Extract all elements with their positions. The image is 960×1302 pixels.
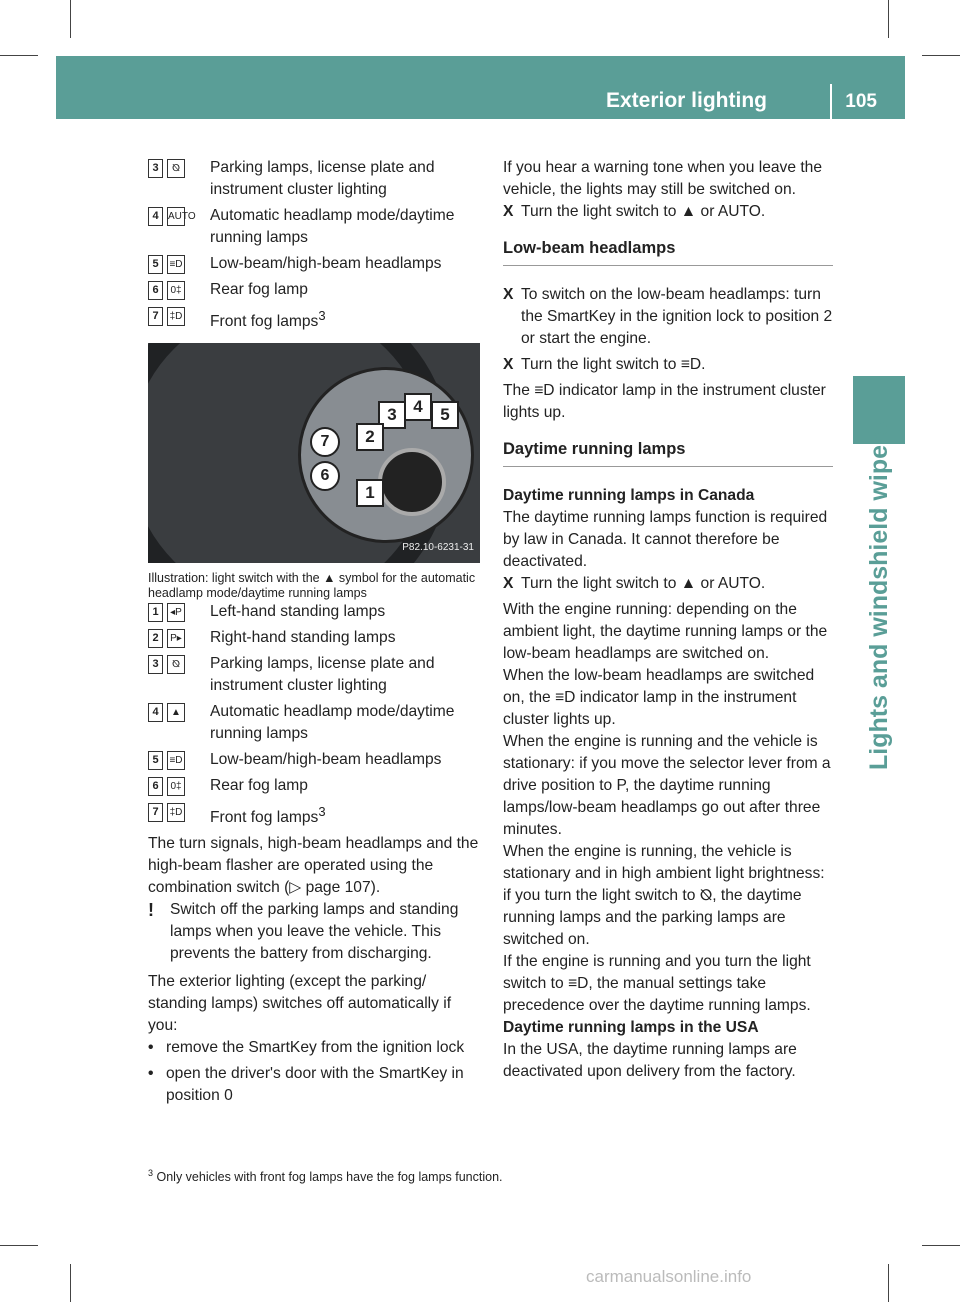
subheading: Daytime running lamps in the USA <box>503 1019 759 1036</box>
crop-mark <box>70 0 71 38</box>
a-icon: ▲ <box>167 703 185 722</box>
legend-text: Parking lamps, license plate and instrument cluster lighting <box>210 655 435 695</box>
paragraph: With the engine running: depending on the ambient light, the daytime running lamps or the low-beam headlamps are switched on. <box>503 601 828 662</box>
chapter-title: Lights and windshield wipers <box>865 421 893 770</box>
warning-icon: ! <box>148 900 154 921</box>
parking-lamps-icon: ⦰ <box>167 159 185 178</box>
callout-number: 5 <box>148 751 163 770</box>
footnote-ref: 3 <box>318 804 326 820</box>
legend-item <box>148 205 480 249</box>
subheading: Daytime running lamps in Canada <box>503 487 755 504</box>
legend-item <box>148 775 480 797</box>
right-column <box>503 157 833 1083</box>
list-item: • open the driver's door with the SmartKey in position 0 <box>148 1063 480 1107</box>
auto-icon: AUTO <box>167 207 185 226</box>
legend-text: Left-hand standing lamps <box>210 603 386 621</box>
paragraph: When the engine is running and the vehicle is stationary: if you move the selector lever from a drive position to P, the daytime running lamps/low-beam headlamps go out after three minutes. <box>503 733 831 838</box>
list-item: • remove the SmartKey from the ignition lock <box>148 1037 480 1059</box>
instruction-item: X To switch on the low-beam headlamps: turn the SmartKey in the ignition lock to position 2 or start the engine. <box>503 284 833 350</box>
legend-item <box>148 253 480 275</box>
legend-item <box>148 701 480 745</box>
legend-text: Front fog lamps$^3$ <box>210 308 326 331</box>
section-heading: Low-beam headlamps <box>503 237 833 266</box>
legend-list-bottom <box>148 601 480 829</box>
paragraph: If you hear a warning tone when you leave the vehicle, the lights may still be switched on. <box>503 159 823 198</box>
crop-mark <box>922 1245 960 1246</box>
crop-mark <box>922 55 960 56</box>
legend-text: Automatic headlamp mode/daytime running lamps <box>210 703 455 743</box>
instruction-arrow-icon: X <box>503 575 514 592</box>
light-switch-illustration <box>148 343 480 563</box>
legend-item <box>148 749 480 771</box>
light-switch-knob <box>378 448 446 516</box>
legend-text: Right-hand standing lamps <box>210 629 396 647</box>
rear-fog-icon: 0‡ <box>167 281 185 300</box>
bullet-icon: • <box>148 1039 154 1057</box>
section-heading: Daytime running lamps <box>503 438 833 467</box>
right-standing-icon: P▸ <box>167 629 185 648</box>
instruction-arrow-icon: X <box>503 286 514 303</box>
low-beam-icon: ≡D <box>167 255 185 274</box>
legend-item <box>148 305 480 333</box>
callout-number: 3 <box>148 655 163 674</box>
paragraph: When the engine is running, the vehicle is stationary and in high ambient light brightness: if you turn the light switch to ⦰, the daytime running lamps and the parking lamps are switched on. <box>503 843 825 948</box>
crop-mark <box>888 0 889 38</box>
legend-item <box>148 601 480 623</box>
page-title: Exterior lighting <box>605 89 767 112</box>
callout-4: 4 <box>404 393 432 421</box>
instruction-item: X Turn the light switch to ▲ or AUTO. <box>503 201 833 223</box>
legend-list-top <box>148 157 480 333</box>
header-divider <box>830 84 832 119</box>
legend-item <box>148 157 480 201</box>
callout-7: 7 <box>310 427 340 457</box>
callout-6: 6 <box>310 461 340 491</box>
crop-mark <box>0 1245 38 1246</box>
watermark: carmanualsonline.info <box>586 1267 752 1286</box>
legend-text: Automatic headlamp mode/daytime running lamps <box>210 207 455 246</box>
callout-number: 3 <box>148 159 163 178</box>
callout-number: 1 <box>148 603 163 622</box>
low-beam-icon: ≡D <box>167 751 185 770</box>
left-column <box>148 157 480 1111</box>
instruction-item: X Turn the light switch to ▲ or AUTO. <box>503 573 833 595</box>
callout-5: 5 <box>431 401 459 429</box>
page-number: 105 <box>845 91 877 112</box>
illustration-code: P82.10-6231-31 <box>402 542 474 554</box>
paragraph: The exterior lighting (except the parking/ standing lamps) switches off automatically if you: <box>148 973 452 1035</box>
paragraph: The daytime running lamps function is required by law in Canada. It cannot therefore be deactivated. <box>503 509 828 570</box>
legend-text: Rear fog lamp <box>210 777 308 795</box>
footnote <box>148 1168 503 1184</box>
callout-1: 1 <box>356 479 384 507</box>
crop-mark <box>888 1264 889 1302</box>
parking-lamps-icon: ⦰ <box>167 655 185 674</box>
warning-note <box>148 899 480 965</box>
crop-mark <box>70 1264 71 1302</box>
callout-number: 7 <box>148 803 163 822</box>
footnote-number: 3 <box>148 1168 154 1178</box>
paragraph: If the engine is running and you turn the light switch to ≡D, the manual settings take precedence over the daytime running lamps. <box>503 953 811 1014</box>
callout-number: 4 <box>148 207 163 226</box>
legend-text: Parking lamps, license plate and instrument cluster lighting <box>210 159 435 198</box>
paragraph: The turn signals, high-beam headlamps and the high-beam flasher are operated using the combination switch (▷ page 107). <box>148 835 479 897</box>
legend-text: Low-beam/high-beam headlamps <box>210 751 442 769</box>
paragraph: The ≡D indicator lamp in the instrument cluster lights up. <box>503 382 826 421</box>
legend-item <box>148 801 480 829</box>
illustration-caption: Illustration: light switch with the ▲ symbol for the automatic headlamp mode/daytime running lamps <box>148 571 476 601</box>
header-bar <box>56 56 905 119</box>
legend-item <box>148 627 480 649</box>
callout-number: 7 <box>148 307 163 326</box>
legend-text: Rear fog lamp <box>210 281 308 298</box>
footnote-ref: 3 <box>318 308 326 323</box>
paragraph: In the USA, the daytime running lamps are deactivated upon delivery from the factory. <box>503 1041 797 1080</box>
bullet-icon: • <box>148 1065 154 1083</box>
rear-fog-icon: 0‡ <box>167 777 185 796</box>
instruction-arrow-icon: X <box>503 203 514 220</box>
callout-number: 6 <box>148 777 163 796</box>
front-fog-icon: ‡D <box>167 803 185 822</box>
legend-text: Low-beam/high-beam headlamps <box>210 255 442 272</box>
crop-mark <box>0 55 38 56</box>
left-standing-icon: ◂P <box>167 603 185 622</box>
callout-number: 6 <box>148 281 163 300</box>
instruction-arrow-icon: X <box>503 356 514 373</box>
legend-item <box>148 279 480 301</box>
legend-item <box>148 653 480 697</box>
footnote-text: Only vehicles with front fog lamps have the fog lamps function. <box>156 1170 503 1185</box>
callout-3: 3 <box>378 401 406 429</box>
instruction-item: X Turn the light switch to ≡D. <box>503 354 833 376</box>
callout-number: 5 <box>148 255 163 274</box>
callout-2: 2 <box>356 423 384 451</box>
legend-text: Front fog lamps$^3$ <box>210 804 326 827</box>
front-fog-icon: ‡D <box>167 307 185 326</box>
warning-text: Switch off the parking lamps and standing lamps when you leave the vehicle. This prevents the battery from discharging. <box>170 901 459 963</box>
callout-number: 4 <box>148 703 163 722</box>
callout-number: 2 <box>148 629 163 648</box>
paragraph: When the low-beam headlamps are switched on, the ≡D indicator lamp in the instrument cluster lights up. <box>503 667 815 728</box>
